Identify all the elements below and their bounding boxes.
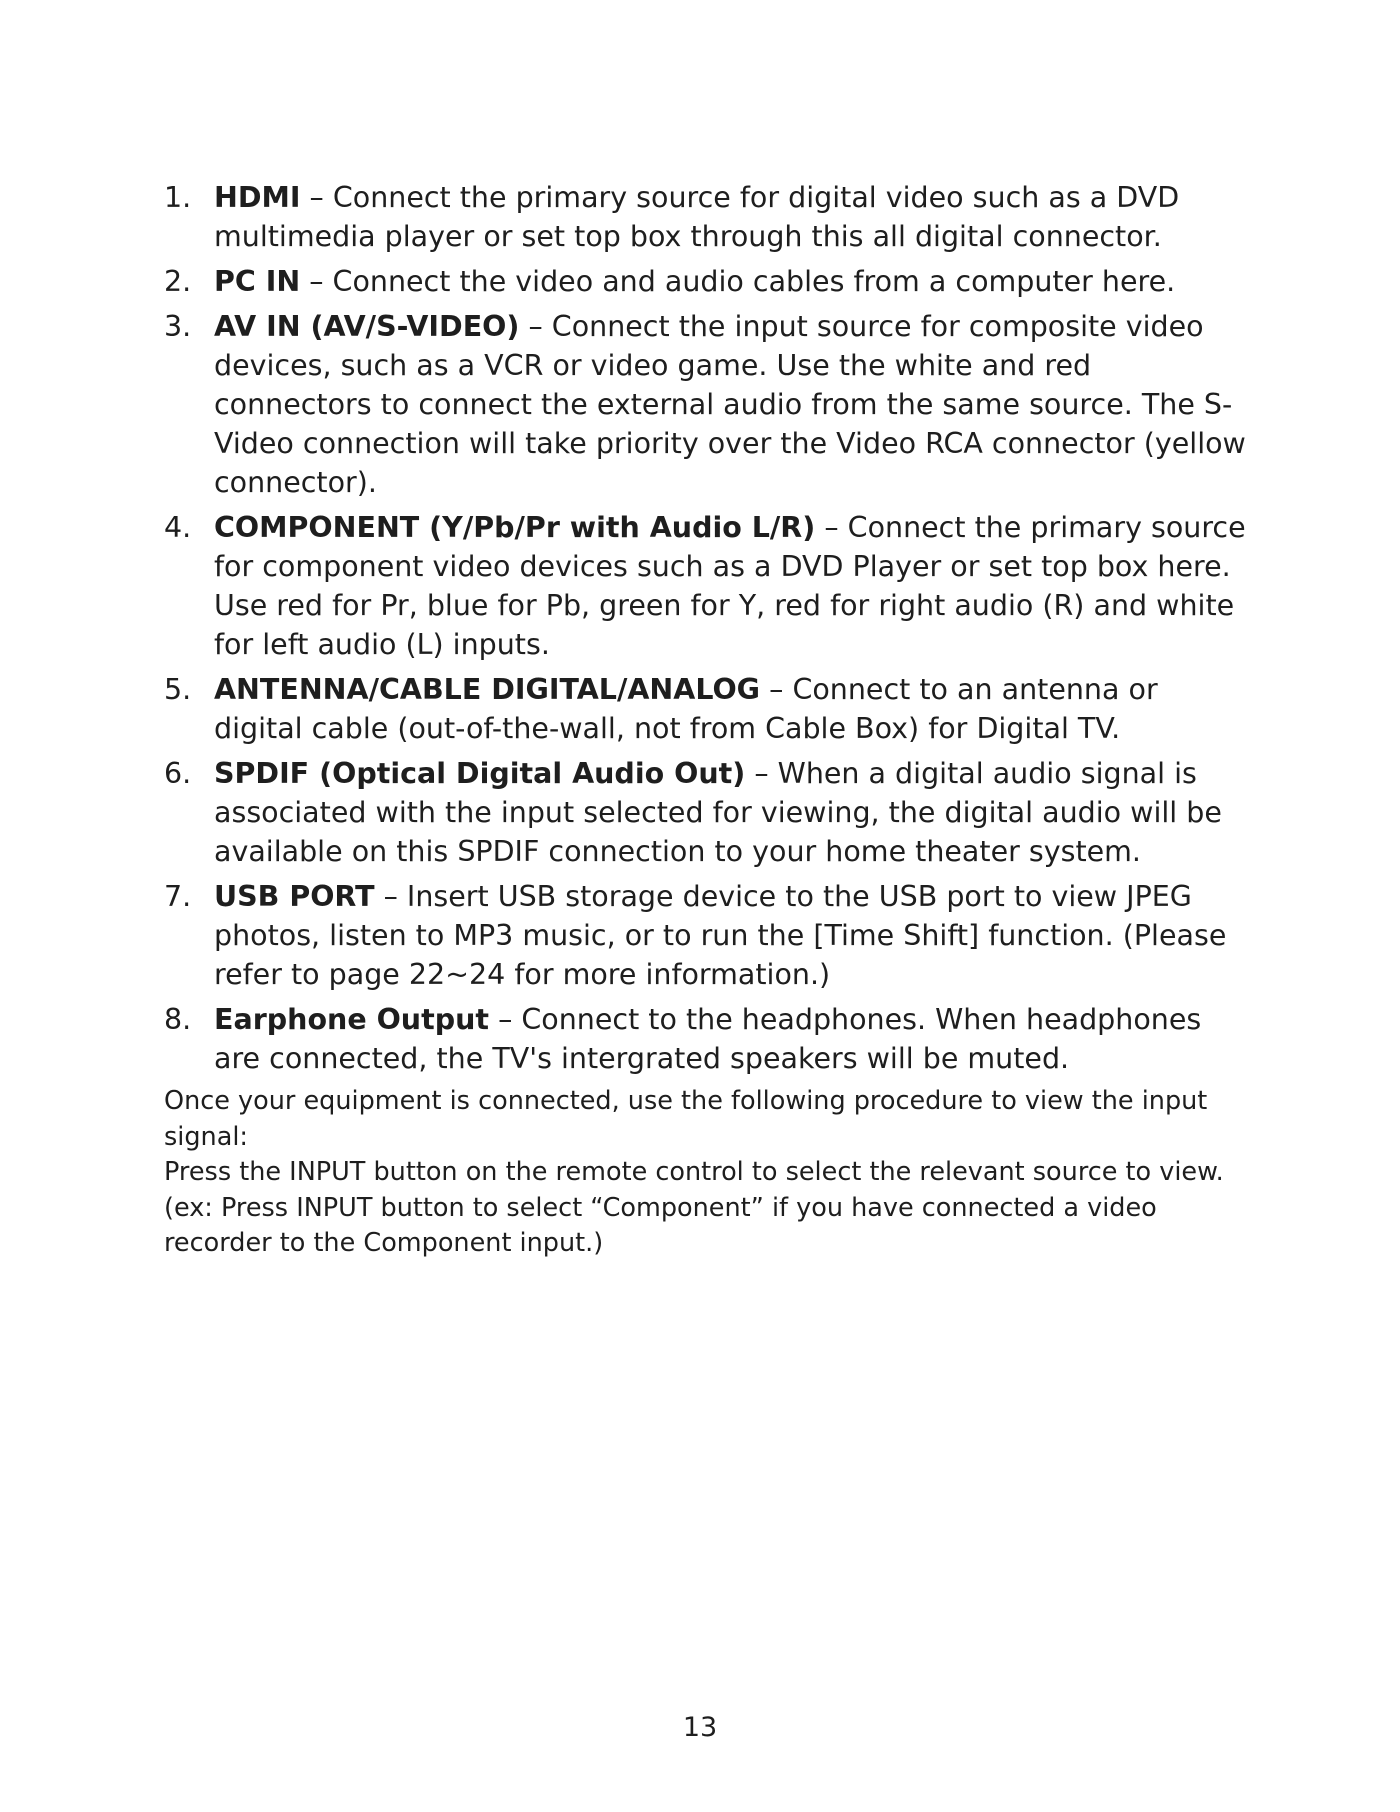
item-number: 5. <box>164 673 192 706</box>
item-body <box>214 1000 1249 1078</box>
item-number: 7. <box>164 880 192 913</box>
item-number: 8. <box>164 1003 192 1036</box>
item-term: PC IN <box>214 265 301 298</box>
list-item-spdif <box>164 754 1249 871</box>
item-number: 1. <box>164 181 192 214</box>
item-description: – Connect to an antenna or digital cable (out-of-the-wall, not from Cable Box) for Digital TV. <box>214 673 1158 745</box>
item-term: USB PORT <box>214 880 375 913</box>
item-term: COMPONENT (Y/Pb/Pr with Audio L/R) <box>214 511 816 544</box>
list-item-av-in <box>164 307 1249 502</box>
item-body <box>214 670 1249 748</box>
list-item-pc-in <box>164 262 1249 301</box>
list-item-hdmi <box>164 178 1249 256</box>
list-item-component <box>164 508 1249 664</box>
item-body <box>214 877 1249 994</box>
list-item-antenna-cable <box>164 670 1249 748</box>
list-item-usb-port <box>164 877 1249 994</box>
connection-list <box>164 178 1249 1078</box>
item-description: – Connect to the headphones. When headphones are connected, the TV's intergrated speakers will be muted. <box>214 1003 1202 1075</box>
item-number: 6. <box>164 757 192 790</box>
item-term: SPDIF (Optical Digital Audio Out) <box>214 757 746 790</box>
item-term: AV IN (AV/S-VIDEO) <box>214 310 520 343</box>
item-body <box>214 754 1249 871</box>
item-body <box>214 178 1249 256</box>
item-body <box>214 307 1249 502</box>
procedure-line-2: Press the INPUT button on the remote control to select the relevant source to view. <box>164 1157 1224 1187</box>
item-term: ANTENNA/CABLE DIGITAL/ANALOG <box>214 673 761 706</box>
item-number: 4. <box>164 511 192 544</box>
item-number: 3. <box>164 310 192 343</box>
item-description: – Insert USB storage device to the USB port to view JPEG photos, listen to MP3 music, or to run the [Time Shift] function. (Please refer to page 22~24 for more information.) <box>214 880 1227 991</box>
item-body <box>214 508 1249 664</box>
item-description: – Connect the primary source for component video devices such as a DVD Player or set top box here. Use red for Pr, blue for Pb, green for Y, red for right audio (R) and white for left audio (L) inputs. <box>214 511 1246 661</box>
page-number: 13 <box>682 1712 718 1743</box>
item-number: 2. <box>164 265 192 298</box>
procedure-line-1: Once your equipment is connected, use the following procedure to view the input signal: <box>164 1086 1208 1152</box>
procedure-line-3: (ex: Press INPUT button to select “Component” if you have connected a video recorder to the Component input.) <box>164 1192 1157 1258</box>
item-description: – When a digital audio signal is associated with the input selected for viewing, the digital audio will be available on this SPDIF connection to your home theater system. <box>214 757 1222 868</box>
item-term: HDMI <box>214 181 301 214</box>
page-content <box>164 178 1249 1262</box>
item-description: – Connect the video and audio cables from a computer here. <box>300 265 1176 298</box>
item-term: Earphone Output <box>214 1003 490 1036</box>
procedure-text <box>164 1084 1249 1262</box>
item-description: – Connect the primary source for digital video such as a DVD multimedia player or set top box through this all digital connector. <box>214 181 1180 253</box>
item-description: – Connect the input source for composite video devices, such as a VCR or video game. Use the white and red connectors to connect the external audio from the same source. The S-Video connection will take priority over the Video RCA connector (yellow connector). <box>214 310 1246 499</box>
item-body <box>214 262 1249 301</box>
list-item-earphone-output <box>164 1000 1249 1078</box>
